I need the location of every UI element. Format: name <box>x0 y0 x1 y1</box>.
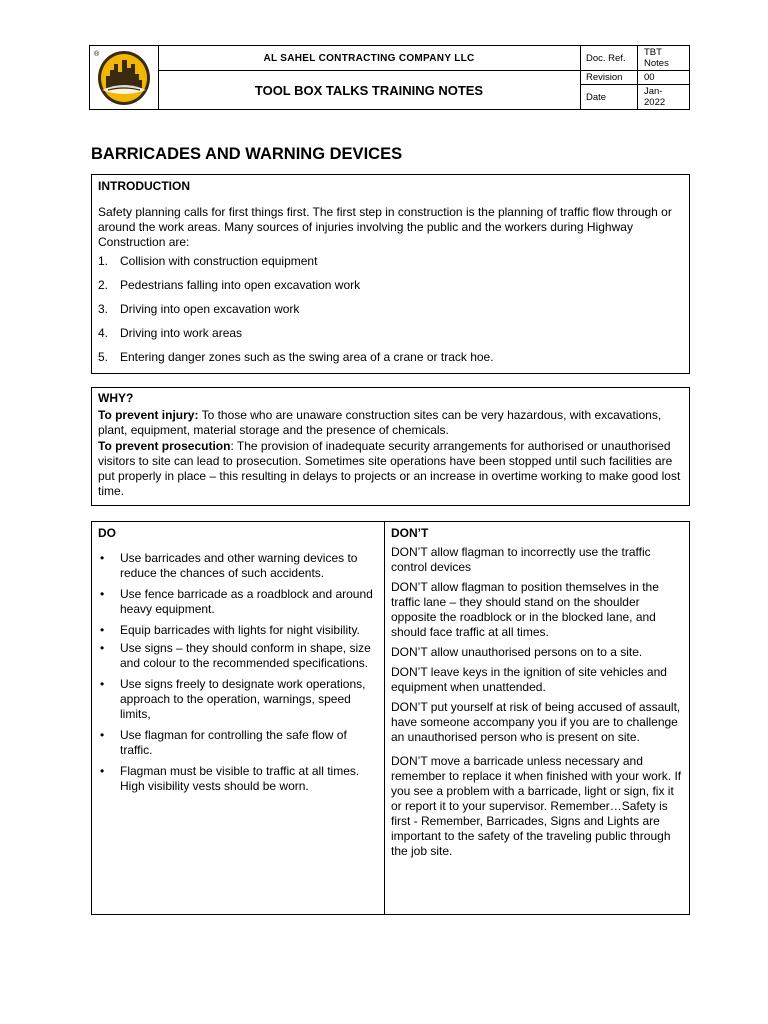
list-item <box>98 551 378 581</box>
dont-heading: DON’T <box>391 526 429 540</box>
list-number: 5. <box>98 350 109 364</box>
why-section <box>91 387 690 506</box>
list-item-text: Driving into open excavation work <box>120 302 300 316</box>
list-number: 2. <box>98 278 109 292</box>
dont-column <box>385 522 689 914</box>
list-number: 3. <box>98 302 109 316</box>
company-name: AL SAHEL CONTRACTING COMPANY LLC <box>158 46 580 71</box>
list-item <box>98 254 683 269</box>
list-item <box>98 677 378 722</box>
do-heading: DO <box>98 526 116 540</box>
do-dont-table <box>91 521 690 915</box>
list-item-text: Driving into work areas <box>120 326 243 340</box>
list-item <box>98 587 378 617</box>
introduction-text: Safety planning calls for first things first. The first step in construction is the planning of traffic flow through or around the work areas. Many sources of injuries involving the public and the workers during Highway Construction are: <box>98 205 672 249</box>
bullet: • <box>100 551 105 565</box>
dont-item: DON’T allow unauthorised persons on to a site. <box>391 645 643 659</box>
list-item <box>98 278 683 293</box>
prosecution-text: : The provision of inadequate security arrangements for authorised or unauthorised visitors to site can lead to prosecution. Sometimes site operations have been stopped until such facilities are put properly in place – this resulting in delays to projects or an increase in overtime working to make good lost time. <box>98 439 681 498</box>
list-number: 4. <box>98 326 109 340</box>
meta-label: Revision <box>580 71 638 84</box>
list-item-text: Use flagman for controlling the safe flow of traffic. <box>120 728 347 757</box>
list-item-text: Use fence barricade as a roadblock and around heavy equipment. <box>120 587 373 616</box>
list-item-text: Equip barricades with lights for night visibility. <box>120 623 360 637</box>
dont-item: DON’T move a barricade unless necessary and remember to replace it when finished with your work. If you see a problem with a barricade, light or sign, fix it or report it to your supervisor. Remember…Safety is first - Remember, Barricades, Signs and Lights are important to the safety of the traveling public through the job site. <box>391 754 682 858</box>
list-item <box>98 764 378 794</box>
dont-item: DON’T leave keys in the ignition of site vehicles and equipment when unattended. <box>391 665 667 694</box>
meta-value: Jan- 2022 <box>644 86 666 108</box>
list-item-text: Use signs freely to designate work operations, approach to the operation, warnings, speed limits, <box>120 677 366 721</box>
document-type-title: TOOL BOX TALKS TRAINING NOTES <box>254 82 484 98</box>
title-cell <box>158 46 581 109</box>
meta-label: Doc. Ref. <box>580 46 638 70</box>
introduction-heading: INTRODUCTION <box>98 179 190 193</box>
meta-value: TBT Notes <box>644 47 669 69</box>
list-item <box>98 728 378 758</box>
list-item-text: Use barricades and other warning devices to reduce the chances of such accidents. <box>120 551 358 580</box>
bullet: • <box>100 677 105 691</box>
list-item <box>98 641 378 671</box>
dont-item: DON’T allow flagman to incorrectly use the traffic control devices <box>391 545 651 574</box>
bullet: • <box>100 623 105 637</box>
list-item <box>98 326 683 341</box>
meta-value: 00 <box>644 72 655 83</box>
meta-row-doc-ref <box>580 46 689 71</box>
document-meta <box>580 46 689 109</box>
company-logo-cell <box>90 46 159 109</box>
injury-label: To prevent injury: <box>98 408 199 422</box>
list-item-text: Pedestrians falling into open excavation work <box>120 278 361 292</box>
bullet: • <box>100 764 105 778</box>
list-item-text: Collision with construction equipment <box>120 254 318 268</box>
do-column <box>92 522 385 914</box>
list-item-text: Use signs – they should conform in shape, size and colour to the recommended specifications. <box>120 641 371 670</box>
meta-row-date <box>580 85 689 109</box>
dont-item: DON’T allow flagman to position themselves in the traffic lane – they should stand on the shoulder opposite the roadblock or in the blocked lane, and should face traffic at all times. <box>391 580 659 639</box>
introduction-section <box>91 174 690 374</box>
bullet: • <box>100 587 105 601</box>
prosecution-label: To prevent prosecution <box>98 439 231 453</box>
list-item <box>98 302 683 317</box>
company-logo-icon <box>90 46 158 109</box>
svg-text:®: ® <box>94 51 100 58</box>
document-header <box>89 45 690 110</box>
why-injury-paragraph <box>98 408 683 438</box>
dont-item: DON’T put yourself at risk of being accused of assault, have someone accompany you if you are to challenge an unauthorised person who is present on site. <box>391 700 681 744</box>
bullet: • <box>100 641 105 655</box>
meta-label: Date <box>580 85 638 109</box>
why-heading: WHY? <box>98 391 134 405</box>
hazard-list <box>98 254 683 365</box>
list-item <box>98 350 683 365</box>
list-item-text: Flagman must be visible to traffic at all times. High visibility vests should be worn. <box>120 764 360 793</box>
page-title: BARRICADES AND WARNING DEVICES <box>91 145 403 163</box>
list-number: 1. <box>98 254 109 268</box>
why-prosecution-paragraph <box>98 439 683 499</box>
bullet: • <box>100 728 105 742</box>
list-item <box>98 623 378 638</box>
injury-text: To those who are unaware construction sites can be very hazardous, with excavations, plant, equipment, material storage and the presence of chemicals. <box>98 408 662 437</box>
meta-row-revision <box>580 71 689 85</box>
list-item-text: Entering danger zones such as the swing area of a crane or track hoe. <box>120 350 494 364</box>
do-list <box>98 551 378 794</box>
